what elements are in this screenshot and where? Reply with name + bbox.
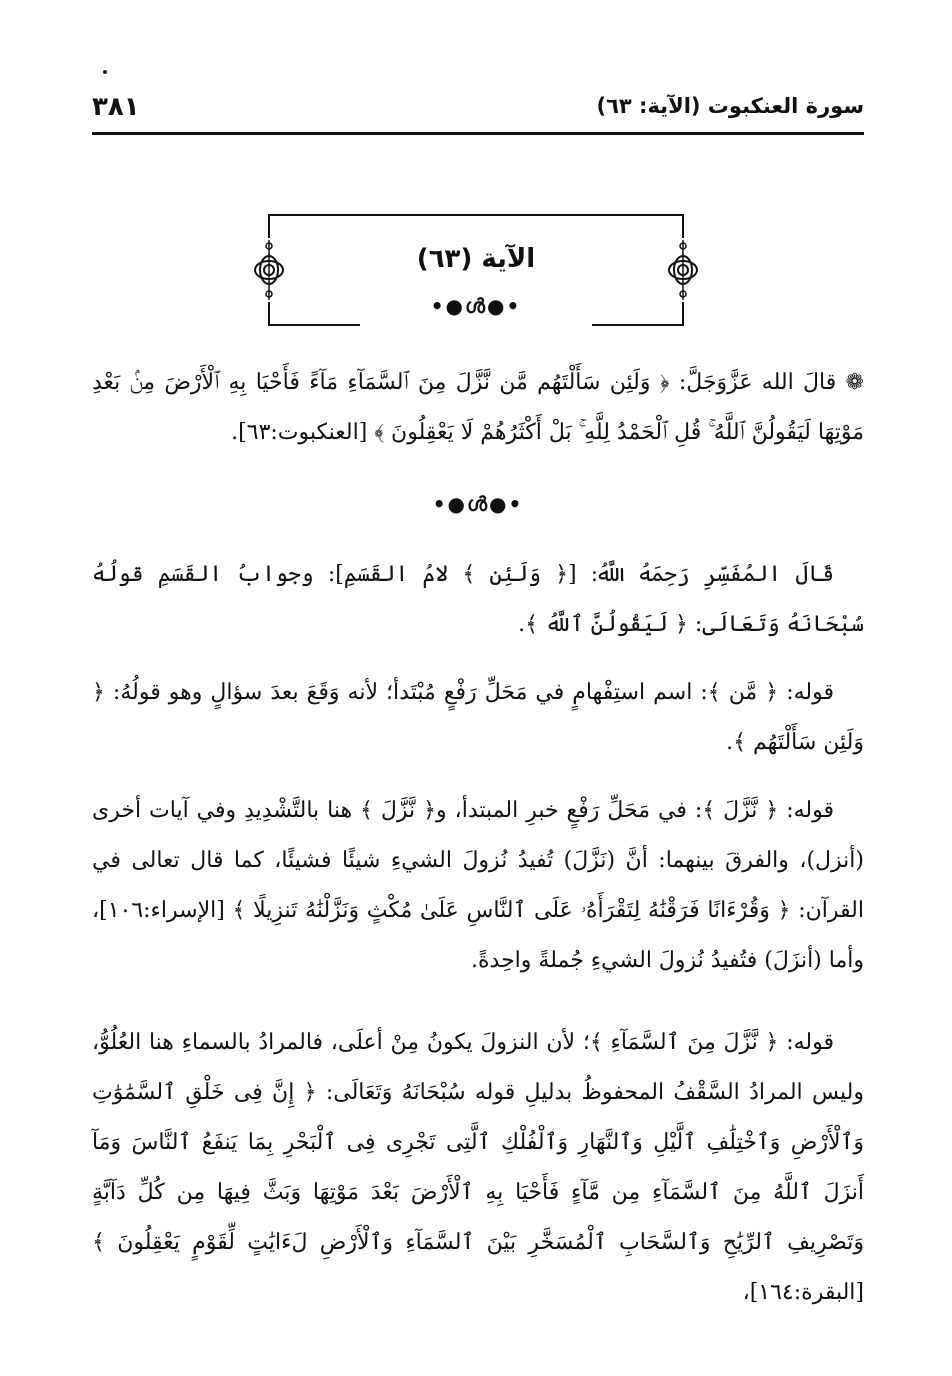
frame-corner bbox=[268, 214, 274, 238]
commentary-paragraph bbox=[92, 786, 864, 986]
quran-quote bbox=[92, 358, 864, 458]
frame-top-rule bbox=[272, 214, 680, 216]
commentary-paragraph bbox=[92, 1018, 864, 1318]
frame-corner bbox=[678, 214, 684, 238]
page-number: ٣٨١ bbox=[92, 92, 140, 122]
verse-heading-frame bbox=[268, 214, 684, 326]
paragraph-text: قوله: ﴿ مَّن ﴾: اسم استِفْهامٍ في مَحَلِّ رَفْعٍ مُبْتَدأ؛ لأنه وَقَعَ بعدَ سؤالٍ وهو قولُهُ: ﴿ وَلَئِن سَأَلْتَهُم ﴾. bbox=[92, 680, 864, 755]
quote-paragraph: ❁ قالَ الله عَزَّوَجَلَّ: ﴿ وَلَئِن سَأَلْتَهُم مَّن نَّزَّلَ مِنَ ٱلسَّمَآءِ مَآءً فَأَحْيَا بِهِ ٱلْأَرْضَ مِنۢ بَعْدِ مَوْتِهَا لَيَقُولُنَّ ٱللَّهُ ۚ قُلِ ٱلْحَمْدُ لِلَّهِ ۚ بَلْ أَكْثَرُهُمْ لَا يَعْقِلُونَ ﴾ [العنكبوت:٦٣]. bbox=[92, 370, 864, 445]
commentary-paragraph bbox=[92, 668, 864, 768]
paragraph-text: قوله: ﴿ نَّزَّلَ ﴾: في مَحَلِّ رَفْعٍ خبرِ المبتدأ، و﴿ نَّزَّلَ ﴾ هنا بالتَّشْدِيدِ وفي آيات أخرى (أنزل)، والفرقَ بينهما: أنَّ (نَزَّلَ) تُفيدُ نُزولَ الشيءِ شيئًا فشيئًا، كما قال تعالى في القرآن: ﴿ وَقُرْءَانًا فَرَقْنَٰهُ لِتَقْرَأَهُۥ عَلَى ٱلنَّاسِ عَلَىٰ مُكْثٍ وَنَزَّلْنَٰهُ تَنزِيلًا ﴾ [الإسراء:١٠٦]، وأما (أنزَلَ) فتُفيدُ نُزولَ الشيءِ جُملةً واحِدةً. bbox=[92, 798, 864, 973]
commentary-paragraph bbox=[92, 550, 864, 650]
paragraph-text: قوله: ﴿ نَّزَّلَ مِنَ ٱلسَّمَآءِ ﴾؛ لأن النزولَ يكونُ مِنْ أعلَى، فالمرادُ بالسماءِ هنا العُلُوُّ، وليس المرادُ السَّقْفُ المحفوظُ بدليلِ قوله سُبْحَانَهُ وَتَعَالَى: ﴿ إِنَّ فِى خَلْقِ ٱلسَّمَٰوَٰتِ وَٱلْأَرْضِ وَٱخْتِلَٰفِ ٱلَّيْلِ وَٱلنَّهَارِ وَٱلْفُلْكِ ٱلَّتِى تَجْرِى فِى ٱلْبَحْرِ بِمَا يَنفَعُ ٱلنَّاسَ وَمَآ أَنزَلَ ٱللَّهُ مِنَ ٱلسَّمَآءِ مِن مَّآءٍ فَأَحْيَا بِهِ ٱلْأَرْضَ بَعْدَ مَوْتِهَا وَبَثَّ فِيهَا مِن كُلِّ دَآبَّةٍ وَتَصْرِيفِ ٱلرِّيَٰحِ وَٱلسَّحَابِ ٱلْمُسَخَّرِ بَيْنَ ٱلسَّمَآءِ وَٱلْأَرْضِ لَءَايَٰتٍ لِّقَوْمٍ يَعْقِلُونَ ﴾ [البقرة:١٦٤]، bbox=[92, 1030, 864, 1305]
stray-mark bbox=[103, 70, 107, 74]
running-title: سورة العنكبوت (الآية: ٦٣) bbox=[596, 94, 864, 118]
section-separator: •●ൾ●• bbox=[432, 492, 524, 516]
page-header bbox=[92, 92, 864, 135]
paragraph-text: قَالَ المُفَسِّرِ رَحِمَهُ اللَّهُ: [﴿ وَلَئِن ﴾ لامُ القَسَمِ]: وجوابُ القَسَمِ قولُهُ سُبْحَانَهُ وَتَعَالَى: ﴿ لَيَقُولُنَّ ٱللَّهُ ﴾. bbox=[92, 562, 864, 637]
ornament-divider: •●ൾ●• bbox=[430, 294, 522, 318]
verse-heading: الآية (٦٣) bbox=[416, 244, 536, 274]
